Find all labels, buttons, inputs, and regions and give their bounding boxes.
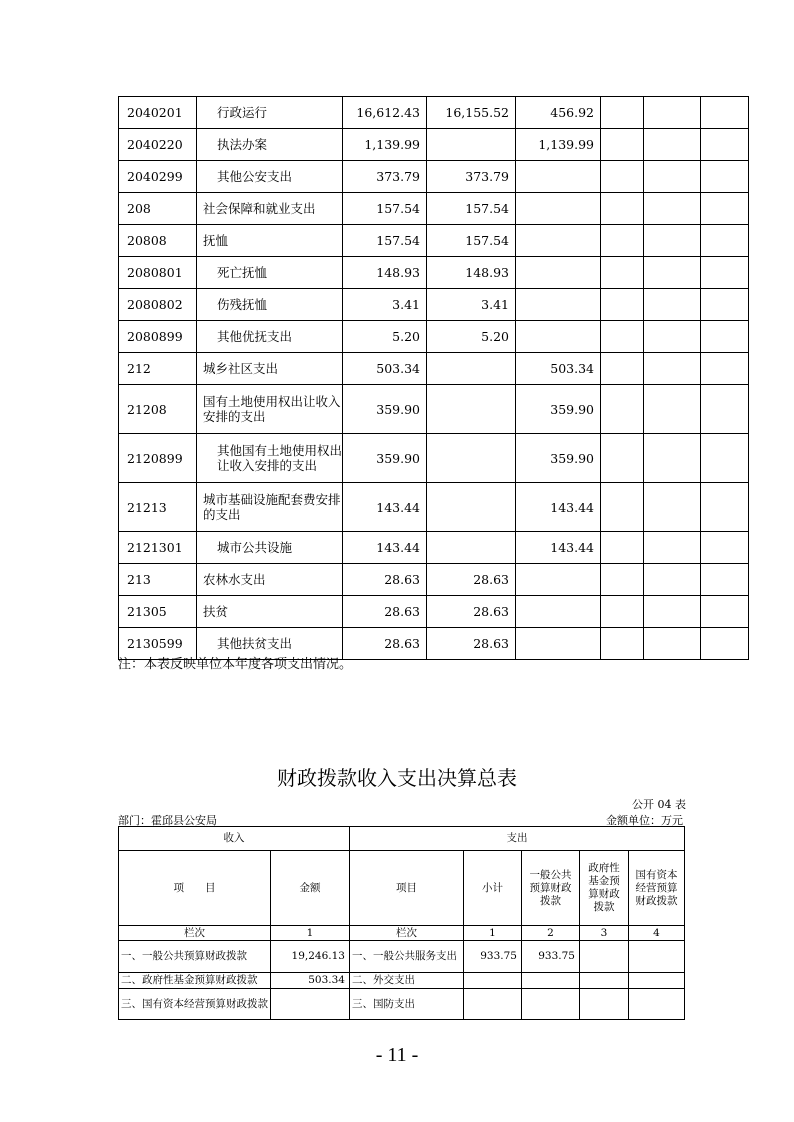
- row-total: 16,612.43: [343, 97, 427, 129]
- table-row: [119, 564, 749, 596]
- table-row: [119, 353, 749, 385]
- department-label: 部门：霍邱县公安局: [118, 814, 217, 827]
- row-project: 503.34: [516, 353, 601, 385]
- general-budget: [522, 973, 580, 989]
- row-col5: [644, 97, 701, 129]
- subtotal: [464, 973, 522, 989]
- col-2: 1: [464, 926, 522, 941]
- table-row: [119, 532, 749, 564]
- row-col5: [644, 193, 701, 225]
- row-name: 国有土地使用权出让收入安排的支出: [197, 385, 343, 434]
- row-project: 359.90: [516, 434, 601, 483]
- row-col4: [601, 532, 644, 564]
- row-project: [516, 321, 601, 353]
- row-total: 148.93: [343, 257, 427, 289]
- row-project: [516, 225, 601, 257]
- gov-fund-header: 政府性基金预算财政拨款: [580, 851, 629, 926]
- subtotal-header: 小计: [464, 851, 522, 926]
- gov-fund: [580, 989, 629, 1020]
- row-col6: [701, 385, 749, 434]
- row-col4: [601, 321, 644, 353]
- row-basic: 157.54: [427, 193, 516, 225]
- page-number: - 11 -: [375, 1044, 419, 1066]
- row-total: 157.54: [343, 193, 427, 225]
- row-total: 359.90: [343, 434, 427, 483]
- row-col4: [601, 564, 644, 596]
- row-code: 2040201: [119, 97, 197, 129]
- row-project: 456.92: [516, 97, 601, 129]
- row-name: 抚恤: [197, 225, 343, 257]
- row-project: [516, 161, 601, 193]
- page-title: 财政拨款收入支出决算总表: [277, 766, 517, 790]
- row-col6: [701, 161, 749, 193]
- row-project: 359.90: [516, 385, 601, 434]
- row-col5: [644, 321, 701, 353]
- row-basic: 148.93: [427, 257, 516, 289]
- row-total: 28.63: [343, 564, 427, 596]
- row-name: 其他国有土地使用权出让收入安排的支出: [197, 434, 343, 483]
- row-project: [516, 257, 601, 289]
- table-row: [119, 193, 749, 225]
- row-col6: [701, 97, 749, 129]
- row-project: [516, 596, 601, 628]
- table-row: [119, 941, 685, 973]
- income-item-header: 项 目: [119, 851, 271, 926]
- row-total: 157.54: [343, 225, 427, 257]
- row-col6: [701, 532, 749, 564]
- row-col6: [701, 564, 749, 596]
- row-col6: [701, 289, 749, 321]
- state-capital-header: 国有资本经营预算财政拨款: [629, 851, 685, 926]
- row-code: 2080899: [119, 321, 197, 353]
- row-project: [516, 564, 601, 596]
- income-amount: [271, 989, 350, 1020]
- col-3: 2: [522, 926, 580, 941]
- row-project: 143.44: [516, 532, 601, 564]
- row-col6: [701, 628, 749, 660]
- row-project: [516, 289, 601, 321]
- row-col6: [701, 483, 749, 532]
- row-basic: 3.41: [427, 289, 516, 321]
- state-capital: [629, 941, 685, 973]
- row-basic: 373.79: [427, 161, 516, 193]
- row-col6: [701, 225, 749, 257]
- income-item: 一、一般公共预算财政拨款: [119, 941, 271, 973]
- row-col6: [701, 321, 749, 353]
- row-basic: 16,155.52: [427, 97, 516, 129]
- row-basic: [427, 532, 516, 564]
- row-project: [516, 193, 601, 225]
- row-col4: [601, 434, 644, 483]
- row-total: 28.63: [343, 596, 427, 628]
- row-name: 伤残抚恤: [197, 289, 343, 321]
- table-row: [119, 596, 749, 628]
- col-1: 1: [271, 926, 350, 941]
- row-col4: [601, 225, 644, 257]
- row-col6: [701, 193, 749, 225]
- table-row: [119, 989, 685, 1020]
- row-code: 2040299: [119, 161, 197, 193]
- table-row: [119, 434, 749, 483]
- amount-header: 金额: [271, 851, 350, 926]
- row-code: 212: [119, 353, 197, 385]
- expense-detail-table: [118, 96, 749, 660]
- income-item: 三、国有资本经营预算财政拨款: [119, 989, 271, 1020]
- row-project: 143.44: [516, 483, 601, 532]
- row-name: 其他扶贫支出: [197, 628, 343, 660]
- table-row: [119, 321, 749, 353]
- row-col4: [601, 161, 644, 193]
- table-row: [119, 225, 749, 257]
- row-name: 其他优抚支出: [197, 321, 343, 353]
- row-total: 503.34: [343, 353, 427, 385]
- row-project: 1,139.99: [516, 129, 601, 161]
- row-name: 执法办案: [197, 129, 343, 161]
- row-col5: [644, 596, 701, 628]
- row-code: 21305: [119, 596, 197, 628]
- subtotal: [464, 989, 522, 1020]
- row-total: 359.90: [343, 385, 427, 434]
- row-name: 扶贫: [197, 596, 343, 628]
- table-row: [119, 129, 749, 161]
- subtotal: 933.75: [464, 941, 522, 973]
- table-row: [119, 257, 749, 289]
- row-basic: [427, 129, 516, 161]
- row-col6: [701, 596, 749, 628]
- row-col5: [644, 129, 701, 161]
- row-basic: 5.20: [427, 321, 516, 353]
- expense-item-header: 项目: [350, 851, 464, 926]
- general-budget: [522, 989, 580, 1020]
- row-code: 2121301: [119, 532, 197, 564]
- row-code: 2040220: [119, 129, 197, 161]
- gov-fund: [580, 941, 629, 973]
- row-name: 农林水支出: [197, 564, 343, 596]
- general-budget: 933.75: [522, 941, 580, 973]
- row-name: 社会保障和就业支出: [197, 193, 343, 225]
- row-code: 2120899: [119, 434, 197, 483]
- table-row: [119, 289, 749, 321]
- row-basic: [427, 483, 516, 532]
- row-col4: [601, 289, 644, 321]
- row-col5: [644, 257, 701, 289]
- row-basic: 28.63: [427, 628, 516, 660]
- col-label: 栏次: [119, 926, 271, 941]
- row-name: 城市公共设施: [197, 532, 343, 564]
- col-label-2: 栏次: [350, 926, 464, 941]
- income-item: 二、政府性基金预算财政拨款: [119, 973, 271, 989]
- row-col5: [644, 161, 701, 193]
- row-name: 死亡抚恤: [197, 257, 343, 289]
- income-amount: 19,246.13: [271, 941, 350, 973]
- row-col4: [601, 596, 644, 628]
- income-header: 收入: [119, 827, 350, 851]
- table-row: [119, 161, 749, 193]
- row-code: 21208: [119, 385, 197, 434]
- row-code: 2080802: [119, 289, 197, 321]
- row-basic: [427, 353, 516, 385]
- general-budget-header: 一般公共预算财政拨款: [522, 851, 580, 926]
- row-name: 其他公安支出: [197, 161, 343, 193]
- row-col5: [644, 628, 701, 660]
- row-basic: [427, 385, 516, 434]
- row-total: 1,139.99: [343, 129, 427, 161]
- row-code: 208: [119, 193, 197, 225]
- table-row: [119, 385, 749, 434]
- table-row: [119, 483, 749, 532]
- row-basic: [427, 434, 516, 483]
- row-col5: [644, 434, 701, 483]
- row-col4: [601, 97, 644, 129]
- expense-item: 二、外交支出: [350, 973, 464, 989]
- row-col4: [601, 129, 644, 161]
- col-4: 3: [580, 926, 629, 941]
- row-total: 143.44: [343, 532, 427, 564]
- row-col5: [644, 564, 701, 596]
- table-note: 注：本表反映单位本年度各项支出情况。: [118, 657, 353, 672]
- row-total: 143.44: [343, 483, 427, 532]
- row-col5: [644, 385, 701, 434]
- row-col5: [644, 483, 701, 532]
- row-col4: [601, 353, 644, 385]
- table-row: [119, 973, 685, 989]
- row-col6: [701, 434, 749, 483]
- row-col5: [644, 289, 701, 321]
- row-col4: [601, 483, 644, 532]
- fiscal-summary-table: [118, 826, 685, 1020]
- row-code: 213: [119, 564, 197, 596]
- row-name: 行政运行: [197, 97, 343, 129]
- row-col5: [644, 225, 701, 257]
- row-col6: [701, 257, 749, 289]
- unit-label: 金额单位：万元: [606, 814, 683, 827]
- row-name: 城乡社区支出: [197, 353, 343, 385]
- table-row: [119, 97, 749, 129]
- row-total: 5.20: [343, 321, 427, 353]
- row-col6: [701, 129, 749, 161]
- row-code: 2080801: [119, 257, 197, 289]
- row-basic: 28.63: [427, 596, 516, 628]
- row-code: 20808: [119, 225, 197, 257]
- row-total: 3.41: [343, 289, 427, 321]
- row-total: 28.63: [343, 628, 427, 660]
- row-col4: [601, 193, 644, 225]
- expense-header: 支出: [350, 827, 685, 851]
- expense-item: 三、国防支出: [350, 989, 464, 1020]
- row-name: 城市基础设施配套费安排的支出: [197, 483, 343, 532]
- row-total: 373.79: [343, 161, 427, 193]
- row-col5: [644, 353, 701, 385]
- row-col4: [601, 257, 644, 289]
- state-capital: [629, 989, 685, 1020]
- row-col6: [701, 353, 749, 385]
- row-col4: [601, 385, 644, 434]
- col-5: 4: [629, 926, 685, 941]
- expense-item: 一、一般公共服务支出: [350, 941, 464, 973]
- expense-detail-body: [119, 97, 749, 660]
- row-basic: 157.54: [427, 225, 516, 257]
- gov-fund: [580, 973, 629, 989]
- row-col4: [601, 628, 644, 660]
- row-col5: [644, 532, 701, 564]
- row-basic: 28.63: [427, 564, 516, 596]
- income-amount: 503.34: [271, 973, 350, 989]
- row-project: [516, 628, 601, 660]
- row-code: 21213: [119, 483, 197, 532]
- state-capital: [629, 973, 685, 989]
- form-number: 公开 04 表: [632, 798, 686, 811]
- row-code: 2130599: [119, 628, 197, 660]
